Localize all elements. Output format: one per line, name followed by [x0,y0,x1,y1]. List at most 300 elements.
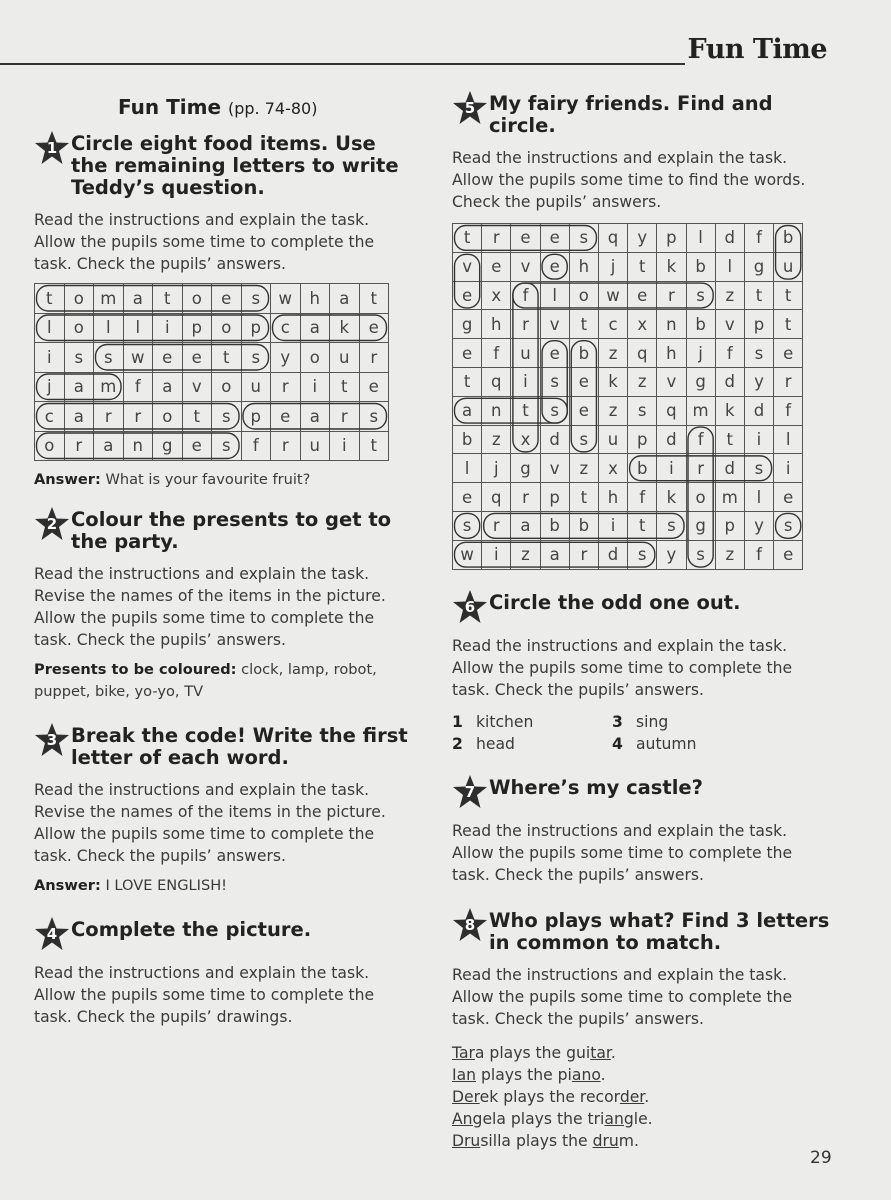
grid-cell: e [453,281,482,310]
task-number: 8 [464,915,476,934]
task-number: 5 [464,99,476,117]
grid-cell: h [598,483,627,512]
task-3 [34,725,412,897]
star-icon [452,774,488,810]
grid-cell: s [94,343,124,373]
grid-cell: t [453,367,482,396]
grid-cell: o [182,284,212,314]
underlined-letters: ang [604,1109,634,1128]
grid-cell: h [300,284,330,314]
grid-cell: z [715,281,744,310]
grid-cell: e [453,339,482,368]
star-icon [34,722,70,758]
grid-cell: a [330,284,360,314]
grid-cell: w [598,281,627,310]
grid-cell: r [774,367,803,396]
grid-cell: t [628,252,657,281]
task-instructions: Read the instructions and explain the task. Revise the names of the items in the picture. Allow the pupils some time to complete the task. Check the pupils’ answers. [34,565,386,649]
plays-list [452,1042,832,1152]
grid-cell: i [482,540,511,569]
grid-cell: y [744,511,773,540]
grid-cell: b [569,511,598,540]
grid-cell: e [182,431,212,461]
fairy-word-grid [452,223,803,570]
task-title: My fairy friends. Find and circle. [489,92,773,137]
grid-cell: f [744,224,773,253]
grid-cell: h [657,339,686,368]
grid-cell: t [511,396,540,425]
grid-cell: a [123,284,153,314]
grid-cell: t [330,372,360,402]
grid-cell: n [482,396,511,425]
grid-row [453,252,803,281]
grid-cell: t [359,431,389,461]
grid-cell: y [628,224,657,253]
line-text: plays the pi [476,1065,572,1084]
section-pages: (pp. 74-80) [227,99,318,118]
food-word-grid [34,283,389,461]
grid-cell: t [569,483,598,512]
grid-cell: i [598,511,627,540]
task-instructions: Read the instructions and explain the task. Allow the pupils some time to complete the task. Check the pupils’ answers. [452,636,793,699]
task-instructions: Read the instructions and explain the task. Revise the names of the items in the picture. Allow the pupils some time to complete the task. Check the pupils’ answers. [34,781,386,865]
grid-cell: f [686,425,715,454]
grid-cell: m [94,284,124,314]
grid-cell: g [744,252,773,281]
grid-cell: s [744,454,773,483]
grid-cell: j [686,339,715,368]
task-title: Circle eight food items. Use the remaining letters to write Teddy’s question. [71,132,399,199]
grid-cell: r [271,372,301,402]
grid-cell: i [511,367,540,396]
answer-text: clock, lamp, robot, puppet, bike, yo-yo, TV [34,661,377,700]
grid-cell: o [64,284,94,314]
grid-cell: z [511,540,540,569]
item-word: sing [636,712,669,731]
grid-cell: e [540,252,569,281]
food-word-grid-wrap [34,283,412,461]
fairy-word-grid-wrap [452,223,832,570]
grid-cell: a [511,511,540,540]
grid-cell: g [153,431,183,461]
grid-row [453,339,803,368]
grid-cell: v [715,310,744,339]
task-title: Complete the picture. [71,918,312,941]
header-title: Fun Time [687,34,827,65]
grid-cell: b [686,252,715,281]
grid-cell: r [123,402,153,432]
grid-cell: u [511,339,540,368]
grid-cell: s [774,511,803,540]
grid-cell: p [540,483,569,512]
grid-cell: e [540,339,569,368]
task-1 [34,133,412,491]
odd-one-out-list [452,711,832,755]
grid-cell: i [35,343,65,373]
grid-cell: q [657,396,686,425]
grid-cell: a [153,372,183,402]
grid-cell: l [94,313,124,343]
plays-line [452,1064,832,1086]
task-2-heading [34,509,412,553]
line-text: m. [618,1131,639,1150]
page-number: 29 [810,1148,832,1168]
grid-cell: l [715,252,744,281]
task-answer [34,875,412,897]
grid-cell: i [744,425,773,454]
grid-cell: k [598,367,627,396]
grid-cell: e [628,281,657,310]
grid-cell: w [271,284,301,314]
task-number: 7 [464,782,476,801]
grid-cell: a [94,431,124,461]
underlined-letters: Dru [452,1131,481,1150]
grid-cell: j [35,372,65,402]
grid-row [453,540,803,569]
grid-cell: z [628,367,657,396]
grid-cell: s [359,402,389,432]
grid-cell: s [241,284,271,314]
line-text: . [610,1043,616,1062]
grid-row [35,343,389,373]
grid-cell: p [715,511,744,540]
grid-cell: o [300,343,330,373]
grid-cell: m [94,372,124,402]
grid-cell: d [715,454,744,483]
line-text: . [644,1087,650,1106]
grid-cell: r [686,454,715,483]
line-text: silla plays the [480,1131,593,1150]
grid-cell: g [453,310,482,339]
star-icon [452,90,488,126]
grid-cell: h [569,252,598,281]
answer-text: I LOVE ENGLISH! [105,877,228,894]
grid-cell: q [598,224,627,253]
grid-cell: s [212,402,242,432]
grid-cell: v [657,367,686,396]
grid-cell: s [212,431,242,461]
task-instructions: Read the instructions and explain the task. Allow the pupils some time to complete the task. Check the pupils’ answers. [452,821,793,884]
grid-cell: z [569,454,598,483]
grid-cell: i [300,372,330,402]
grid-cell: d [540,425,569,454]
grid-cell: t [35,284,65,314]
plays-line [452,1108,832,1130]
grid-cell: r [359,343,389,373]
task-1-heading [34,133,412,199]
grid-cell: r [64,431,94,461]
grid-cell: h [482,310,511,339]
grid-cell: o [212,372,242,402]
grid-row [35,313,389,343]
grid-cell: v [453,252,482,281]
task-2 [34,509,412,703]
grid-cell: f [628,483,657,512]
task-3-heading [34,725,412,769]
grid-row [453,454,803,483]
grid-cell: d [598,540,627,569]
grid-cell: n [657,310,686,339]
grid-row [35,402,389,432]
grid-cell: c [271,313,301,343]
grid-cell: s [628,396,657,425]
grid-cell: p [241,313,271,343]
item-number: 2 [452,734,463,753]
grid-cell: s [569,224,598,253]
grid-cell: s [569,425,598,454]
grid-cell: r [657,281,686,310]
task-8-heading [452,910,832,954]
grid-cell: u [598,425,627,454]
grid-row [453,483,803,512]
task-6 [452,592,832,755]
grid-cell: p [657,224,686,253]
grid-cell: b [628,454,657,483]
grid-cell: p [744,310,773,339]
grid-cell: w [453,540,482,569]
grid-cell: g [686,367,715,396]
grid-cell: e [359,313,389,343]
answer-label: Answer: [34,471,101,488]
grid-cell: i [153,313,183,343]
task-instructions: Read the instructions and explain the task. Allow the pupils some time to complete the task. Check the pupils’ drawings. [34,964,375,1026]
grid-row [453,511,803,540]
grid-cell: r [94,402,124,432]
grid-cell: o [212,313,242,343]
line-text: . [600,1065,606,1084]
grid-cell: q [482,483,511,512]
grid-cell: z [482,425,511,454]
grid-cell: e [153,343,183,373]
underlined-letters: der [619,1087,645,1106]
task-7 [452,777,832,886]
grid-cell: k [657,483,686,512]
task-instructions: Read the instructions and explain the task. Allow the pupils some time to find the words. Check the pupils’ answers. [452,149,806,211]
underlined-letters: Tar [452,1043,475,1062]
grid-cell: f [715,339,744,368]
grid-cell: s [686,281,715,310]
line-text: ek plays the recor [479,1087,620,1106]
grid-cell: b [686,310,715,339]
grid-cell: u [241,372,271,402]
grid-cell: z [715,540,744,569]
grid-cell: t [744,281,773,310]
grid-cell: d [657,425,686,454]
grid-cell: p [241,402,271,432]
grid-cell: f [241,431,271,461]
grid-cell: s [744,339,773,368]
grid-cell: b [774,224,803,253]
task-6-heading [452,592,832,625]
list-item [452,711,612,733]
grid-cell: l [686,224,715,253]
grid-cell: a [540,540,569,569]
grid-cell: f [123,372,153,402]
grid-cell: m [686,396,715,425]
grid-cell: r [511,310,540,339]
item-number: 4 [612,734,623,753]
grid-cell: s [657,511,686,540]
grid-cell: g [511,454,540,483]
grid-cell: s [686,540,715,569]
grid-cell: a [453,396,482,425]
underlined-letters: Ian [452,1065,477,1084]
grid-cell: a [300,402,330,432]
grid-cell: t [774,310,803,339]
section-title [118,95,412,119]
grid-cell: l [744,483,773,512]
grid-cell: u [330,343,360,373]
grid-cell: t [715,425,744,454]
grid-cell: f [511,281,540,310]
grid-cell: t [774,281,803,310]
item-word: kitchen [476,712,534,731]
grid-cell: v [540,310,569,339]
star-icon [34,130,70,166]
grid-row [35,284,389,314]
grid-cell: c [35,402,65,432]
grid-cell: e [511,224,540,253]
grid-cell: l [123,313,153,343]
grid-cell: l [540,281,569,310]
grid-cell: y [744,367,773,396]
grid-cell: x [628,310,657,339]
task-number: 3 [46,731,58,749]
star-icon [452,589,488,625]
grid-cell: f [744,540,773,569]
item-word: head [476,734,515,753]
grid-cell: d [715,224,744,253]
grid-cell: y [657,540,686,569]
grid-row [453,224,803,253]
grid-cell: c [598,310,627,339]
task-4 [34,919,412,1028]
grid-cell: y [271,343,301,373]
plays-line [452,1130,832,1152]
item-number: 3 [612,712,623,731]
task-instructions: Read the instructions and explain the task. Allow the pupils some time to complete the task. Check the pupils’ answers. [452,965,793,1028]
plays-line [452,1086,832,1108]
plays-line [452,1042,832,1064]
section-title-text: Fun Time [118,95,222,119]
grid-cell: e [774,339,803,368]
grid-cell: l [774,425,803,454]
answer-text: What is your favourite fruit? [105,471,311,488]
task-number: 6 [464,597,476,616]
grid-cell: u [774,252,803,281]
left-column [34,95,412,1046]
grid-cell: e [453,483,482,512]
grid-cell: e [569,396,598,425]
grid-cell: e [774,483,803,512]
grid-cell: e [359,372,389,402]
task-answer [34,469,412,491]
grid-row [35,372,389,402]
task-4-heading [34,919,412,952]
grid-row [453,367,803,396]
grid-cell: a [64,372,94,402]
grid-cell: r [330,402,360,432]
answer-label: Presents to be coloured: [34,661,237,678]
grid-cell: v [511,252,540,281]
grid-cell: f [774,396,803,425]
grid-cell: w [123,343,153,373]
grid-cell: o [686,483,715,512]
star-icon [34,916,70,952]
grid-cell: o [569,281,598,310]
grid-row [453,396,803,425]
task-title: Colour the presents to get to the party. [71,508,392,553]
task-answer [34,659,412,703]
answer-label: Answer: [34,877,101,894]
grid-row [453,281,803,310]
grid-cell: d [744,396,773,425]
task-number: 4 [46,925,58,943]
grid-cell: j [598,252,627,281]
grid-row [453,310,803,339]
grid-cell: z [598,339,627,368]
grid-cell: i [657,454,686,483]
grid-cell: f [482,339,511,368]
underlined-letters: Ang [452,1109,483,1128]
grid-cell: t [212,343,242,373]
grid-cell: s [628,540,657,569]
grid-cell: u [300,431,330,461]
grid-cell: i [330,431,360,461]
grid-cell: x [482,281,511,310]
grid-cell: l [453,454,482,483]
grid-cell: s [64,343,94,373]
grid-cell: m [715,483,744,512]
grid-cell: t [359,284,389,314]
grid-cell: o [64,313,94,343]
star-icon [452,907,488,943]
grid-cell: b [453,425,482,454]
underlined-letters: ano [571,1065,601,1084]
task-title: Who plays what? Find 3 letters in common to match. [489,908,830,954]
task-5 [452,93,832,570]
grid-cell: p [628,425,657,454]
grid-cell: r [569,540,598,569]
grid-cell: q [482,367,511,396]
grid-cell: v [540,454,569,483]
header-rule [0,63,685,65]
task-title: Circle the odd one out. [489,590,741,614]
grid-cell: b [569,339,598,368]
grid-cell: i [774,454,803,483]
grid-cell: k [657,252,686,281]
grid-cell: n [123,431,153,461]
grid-cell: t [153,284,183,314]
grid-cell: g [686,511,715,540]
star-icon [34,506,70,542]
grid-cell: k [330,313,360,343]
grid-cell: e [212,284,242,314]
list-item [612,733,772,755]
grid-cell: e [569,367,598,396]
grid-cell: x [511,425,540,454]
grid-cell: p [182,313,212,343]
line-text: ela plays the tri [482,1109,605,1128]
underlined-letters: dru [592,1131,619,1150]
grid-cell: q [628,339,657,368]
list-item [452,733,612,755]
grid-cell: e [271,402,301,432]
task-number: 1 [46,139,58,157]
task-8 [452,910,832,1152]
grid-cell: j [482,454,511,483]
grid-cell: v [182,372,212,402]
